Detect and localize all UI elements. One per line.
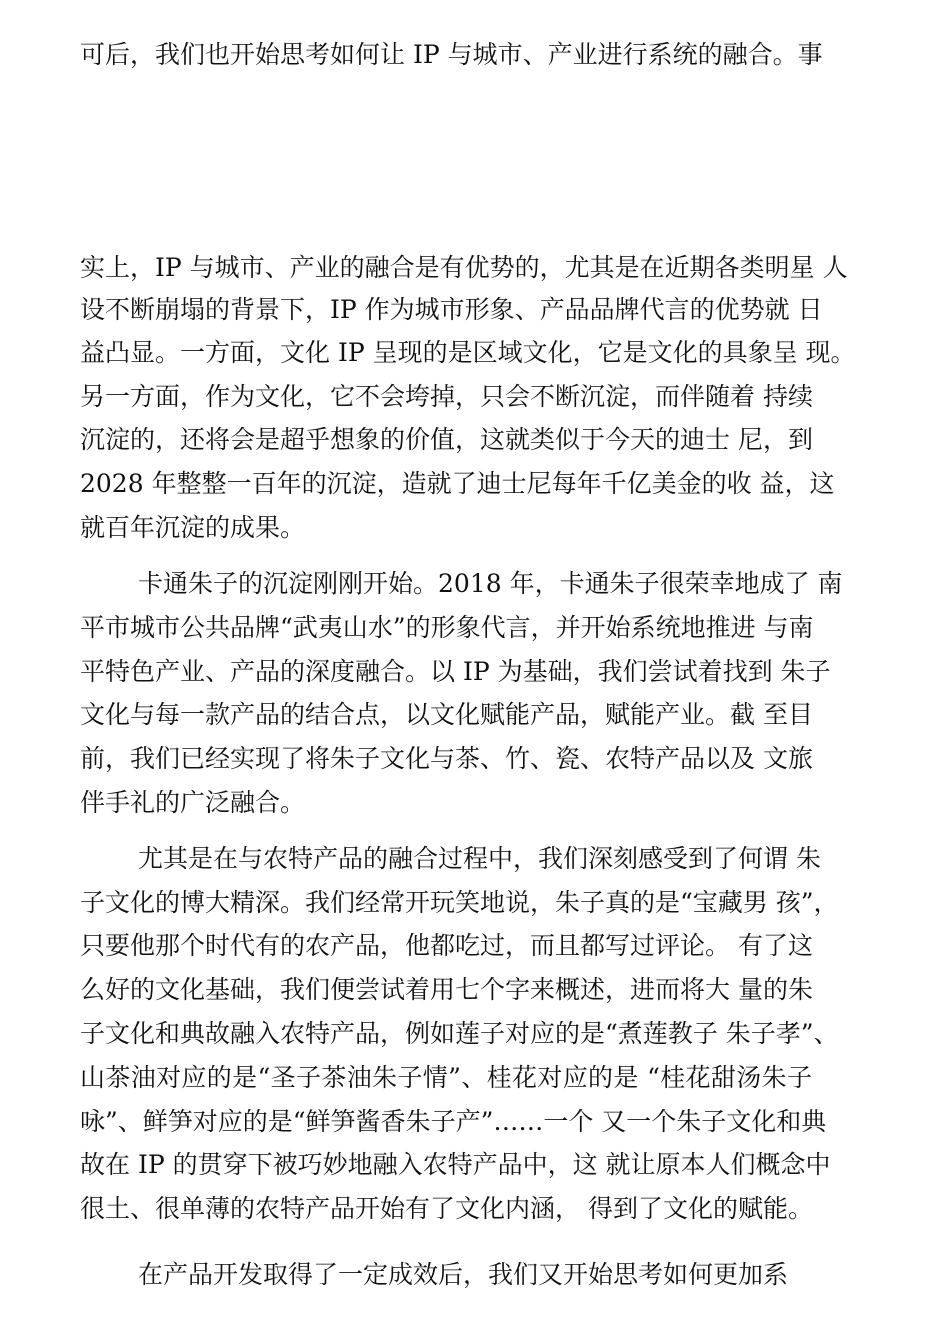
text-line: 益凸显。一方面，文化 IP 呈现的是区域文化，它是文化的具象呈 现。 xyxy=(80,338,856,367)
text-line: 就百年沉淀的成果。 xyxy=(80,513,306,542)
text-line: 尤其是在与农特产品的融合过程中，我们深刻感受到了何谓 朱 xyxy=(138,844,821,873)
text-line: 故在 IP 的贯穿下被巧妙地融入农特产品中，这 就让原本人们概念中 xyxy=(80,1150,831,1179)
text-line: 沉淀的，还将会是超乎想象的价值，这就类似于今天的迪士 尼，到 xyxy=(80,425,813,454)
text-line: 前，我们已经实现了将朱子文化与茶、竹、瓷、农特产品以及 文旅 xyxy=(80,744,813,773)
text-line: 咏”、鲜笋对应的是“鲜笋酱香朱子产”……一个 又一个朱子文化和典 xyxy=(80,1107,827,1136)
text-line: 卡通朱子的沉淀刚刚开始。2018 年，卡通朱子很荣幸地成了 南 xyxy=(138,569,843,598)
text-line: 只要他那个时代有的农产品，他都吃过，而且都写过评论。 有了这 xyxy=(80,931,813,960)
text-line: 伴手礼的广泛融合。 xyxy=(80,788,306,817)
text-line: 2028 年整整一百年的沉淀，造就了迪士尼每年千亿美金的收 益，这 xyxy=(80,469,835,498)
text-line: 另一方面，作为文化，它不会垮掉，只会不断沉淀，而伴随着 持续 xyxy=(80,382,813,411)
text-line: 很土、很单薄的农特产品开始有了文化内涵， 得到了文化的赋能。 xyxy=(80,1194,813,1223)
text-line: 平特色产业、产品的深度融合。以 IP 为基础，我们尝试着找到 朱子 xyxy=(80,657,831,686)
text-line: 可后，我们也开始思考如何让 IP 与城市、产业进行系统的融合。事 xyxy=(80,40,823,69)
text-line: 设不断崩塌的背景下，IP 作为城市形象、产品品牌代言的优势就 日 xyxy=(80,295,823,324)
text-line: 子文化和典故融入农特产品，例如莲子对应的是“煮莲教子 朱子孝”、 xyxy=(80,1019,839,1048)
text-line: 在产品开发取得了一定成效后，我们又开始思考如何更加系 xyxy=(138,1260,789,1289)
text-line: 文化与每一款产品的结合点，以文化赋能产品，赋能产业。截 至目 xyxy=(80,700,813,729)
text-line: 平市城市公共品牌“武夷山水”的形象代言，并开始系统地推进 与南 xyxy=(80,613,814,642)
text-line: 实上，IP 与城市、产业的融合是有优势的，尤其是在近期各类明星 人 xyxy=(80,253,848,282)
text-line: 山茶油对应的是“圣子茶油朱子情”、桂花对应的是 “桂花甜汤朱子 xyxy=(80,1063,812,1092)
text-line: 子文化的博大精深。我们经常开玩笑地说，朱子真的是“宝藏男 孩”， xyxy=(80,888,839,917)
text-line: 么好的文化基础，我们便尝试着用七个字来概述，进而将大 量的朱 xyxy=(80,975,813,1004)
